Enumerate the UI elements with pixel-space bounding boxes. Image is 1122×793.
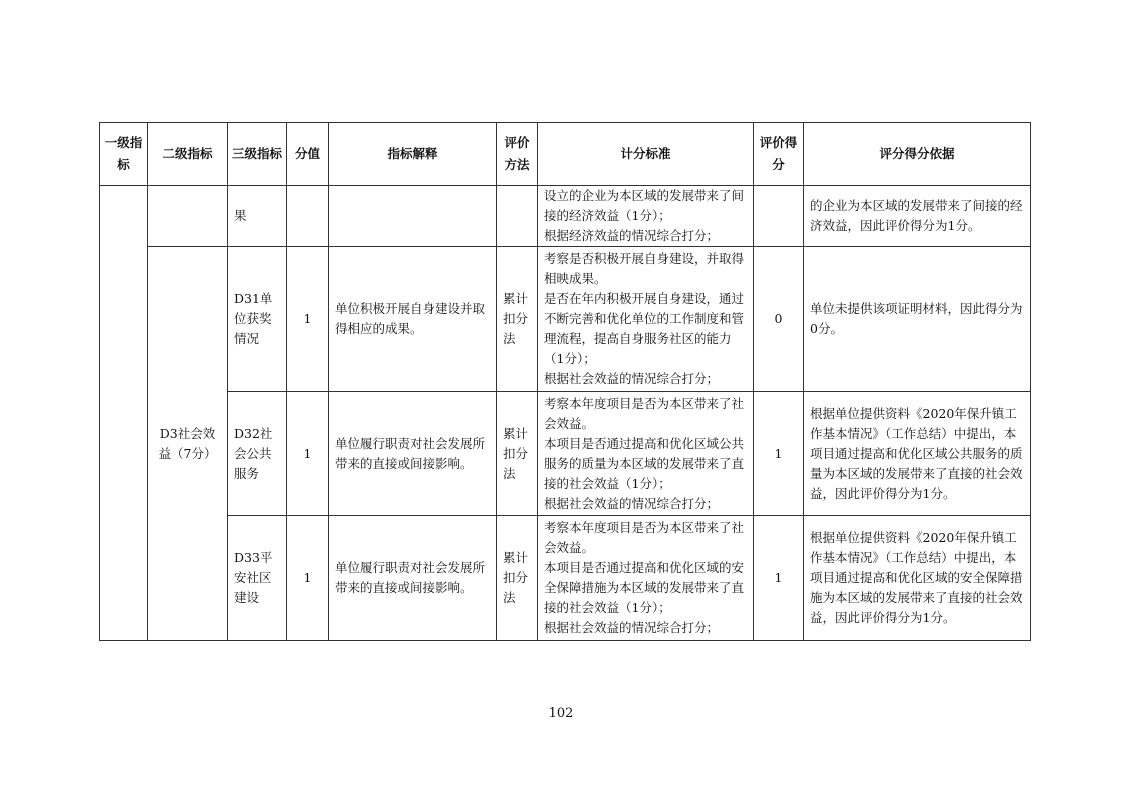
rating-cell [754, 186, 804, 247]
rating-cell: 1 [754, 516, 804, 641]
header-standard: 计分标准 [538, 123, 754, 186]
rating-cell: 1 [754, 392, 804, 516]
explanation-cell: 单位履行职责对社会发展所带来的直接或间接影响。 [329, 516, 497, 641]
table-row [100, 516, 1031, 641]
basis-cell: 单位未提供该项证明材料，因此得分为0分。 [804, 247, 1031, 392]
level2-cell: D3社会效益（7分） [148, 247, 228, 641]
explanation-cell [329, 186, 497, 247]
standard-cell: 考察本年度项目是否为本区带来了社会效益。 本项目是否通过提高和优化区域的安全保障措施为本区域的发展带来了直接的社会效益（1分）； 根据社会效益的情况综合打分； [538, 516, 754, 641]
header-score: 分值 [287, 123, 329, 186]
table-row-continued [100, 186, 1031, 247]
basis-cell: 根据单位提供资料《2020年保升镇工作基本情况》（工作总结）中提出，本项目通过提高和优化区域公共服务的质量为本区域的发展带来了直接的社会效益，因此评价得分为1分。 [804, 392, 1031, 516]
basis-cell: 的企业为本区域的发展带来了间接的经济效益，因此评价得分为1分。 [804, 186, 1031, 247]
standard-cell: 考察本年度项目是否为本区带来了社会效益。 本项目是否通过提高和优化区域公共服务的质量为本区域的发展带来了直接的社会效益（1分）； 根据社会效益的情况综合打分； [538, 392, 754, 516]
table-row [100, 247, 1031, 392]
score-cell: 1 [287, 516, 329, 641]
method-cell: 累计扣分法 [497, 247, 538, 392]
page-number: 102 [548, 706, 574, 721]
header-method: 评价方法 [497, 123, 538, 186]
level3-cell: D33平安社区建设 [228, 516, 287, 641]
table-row [100, 392, 1031, 516]
rating-cell: 0 [754, 247, 804, 392]
header-level2: 二级指标 [148, 123, 228, 186]
header-level1: 一级指标 [100, 123, 148, 186]
score-cell: 1 [287, 247, 329, 392]
method-cell [497, 186, 538, 247]
score-cell [287, 186, 329, 247]
standard-cell: 考察是否积极开展自身建设，并取得相映成果。 是否在年内积极开展自身建设，通过不断完善和优化单位的工作制度和管理流程，提高自身服务社区的能力（1分）； 根据社会效益的情况综合打分； [538, 247, 754, 392]
explanation-cell: 单位积极开展自身建设并取得相应的成果。 [329, 247, 497, 392]
header-row [100, 123, 1031, 186]
level2-cell-continued [148, 186, 228, 247]
method-cell: 累计扣分法 [497, 392, 538, 516]
level1-cell [100, 186, 148, 641]
level3-cell: 果 [228, 186, 287, 247]
score-cell: 1 [287, 392, 329, 516]
header-explanation: 指标解释 [329, 123, 497, 186]
evaluation-table [99, 122, 1031, 641]
header-level3: 三级指标 [228, 123, 287, 186]
method-cell: 累计扣分法 [497, 516, 538, 641]
basis-cell: 根据单位提供资料《2020年保升镇工作基本情况》（工作总结）中提出，本项目通过提高和优化区域的安全保障措施为本区域的发展带来了直接的社会效益，因此评价得分为1分。 [804, 516, 1031, 641]
header-rating: 评价得分 [754, 123, 804, 186]
explanation-cell: 单位履行职责对社会发展所带来的直接或间接影响。 [329, 392, 497, 516]
level3-cell: D32社会公共服务 [228, 392, 287, 516]
header-basis: 评分得分依据 [804, 123, 1031, 186]
standard-cell: 设立的企业为本区域的发展带来了间接的经济效益（1分）； 根据经济效益的情况综合打分； [538, 186, 754, 247]
level3-cell: D31单位获奖情况 [228, 247, 287, 392]
